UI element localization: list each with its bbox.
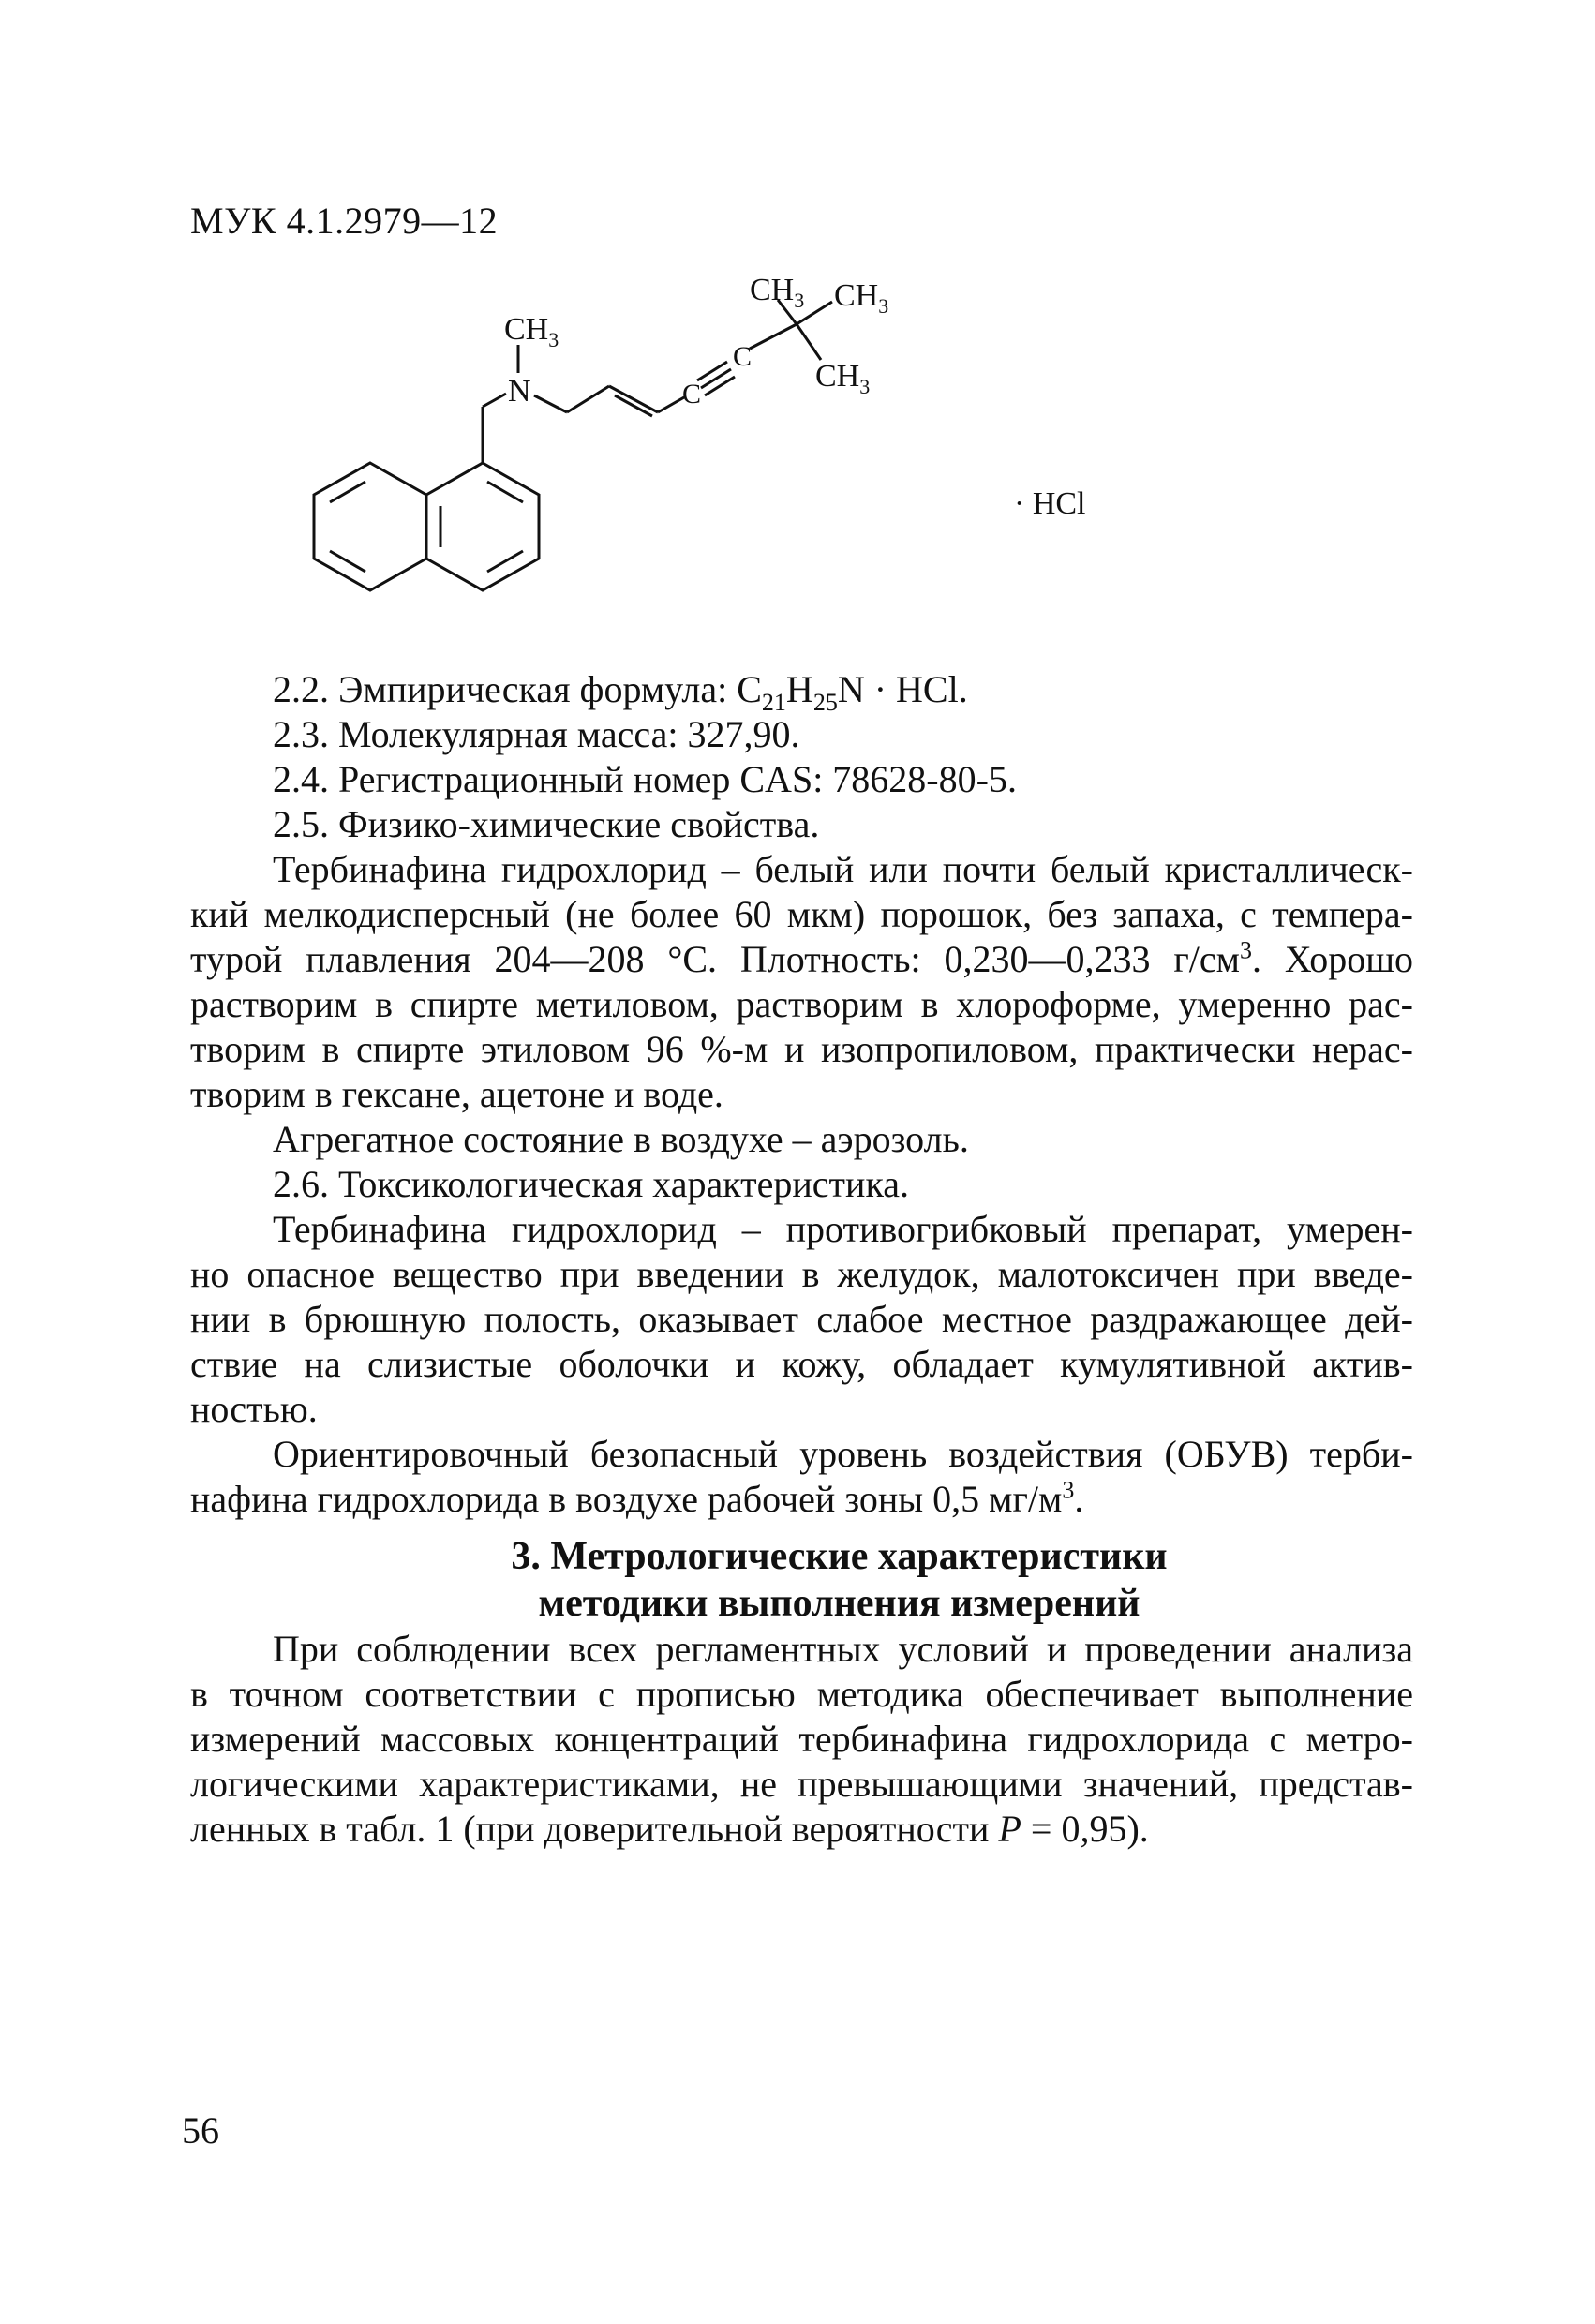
item-2-3-molar-mass: 2.3. Молекулярная масса: 327,90. (273, 713, 800, 755)
paragraph-line: измерений массовых концентраций тербинафина гидрохлорида с метро- (190, 1718, 1413, 1760)
chain-bond-2 (658, 397, 684, 412)
paragraph-metrology (190, 1627, 1413, 1852)
paragraph-line: в точном соответствии с прописью методика обеспечивает выполнение (190, 1673, 1413, 1715)
double-bond-l1 (330, 482, 365, 502)
ring-left (314, 463, 426, 590)
paragraph-line: ностью. (190, 1388, 318, 1430)
triple-bond-a (701, 369, 731, 388)
methyl-bond-c (797, 324, 821, 360)
naphthalene-rings (314, 300, 832, 590)
paragraph-line: При соблюдении всех регламентных условий и проведении анализа (273, 1628, 1413, 1670)
paragraph-toxicology (190, 1207, 1413, 1432)
n-methyl-label: $CH_3$ (504, 312, 559, 351)
carbon-label-2: C (733, 341, 753, 372)
n-chain-bond (534, 395, 567, 412)
paragraph-line: творим в гексане, ацетоне и воде. (190, 1073, 723, 1115)
paragraph-line: но опасное вещество при введении в желудок, малотоксичен при введе- (190, 1253, 1413, 1295)
paragraph-obuv (190, 1432, 1413, 1522)
paragraph-line: нафина гидрохлорида в воздухе рабочей зоны 0,5 $мг/м^3$. (190, 1476, 1084, 1520)
main-text (190, 667, 1413, 1852)
structure-svg (309, 272, 1153, 675)
triple-bond-c (705, 377, 735, 395)
page-number: 56 (182, 2109, 219, 2152)
double-bond-r1 (487, 482, 523, 502)
document-code-header: МУК 4.1.2979—12 (190, 200, 499, 242)
paragraph-line: ленных в табл. 1 (при доверительной вероятности P = 0,95). (190, 1808, 1149, 1850)
paragraph-line: творим в спирте этиловом 96 %-м и изопропиловом, практически нерас- (190, 1028, 1413, 1070)
ring-right (426, 463, 539, 590)
paragraph-aggregate-state: Агрегатное состояние в воздухе – аэрозоль. (273, 1118, 969, 1160)
paragraph-line: нии в брюшную полость, оказывает слабое местное раздражающее дей- (190, 1298, 1413, 1340)
paragraph-line: растворим в спирте метиловом, растворим в хлороформе, умеренно рас- (190, 983, 1413, 1025)
carbon-label-1: C (682, 379, 702, 410)
chain-double-1 (609, 386, 658, 412)
section-3-heading-line-1: 3. Метрологические характеристики (511, 1535, 1168, 1578)
methyl-label-b: $CH_3$ (834, 278, 889, 318)
nitrogen-label: N (508, 374, 531, 409)
paragraph-line: кий мелкодисперсный (не более 60 мкм) порошок, без запаха, с темпера- (190, 893, 1413, 935)
methyl-label-a: $CH_3$ (750, 273, 805, 312)
paragraph-line: Ориентировочный безопасный уровень воздействия (ОБУВ) терби- (273, 1433, 1413, 1475)
item-2-2-formula: 2.2. Эмпирическая формула: $C_{21}H_{25}N$ · HCl. (273, 668, 968, 716)
item-2-6-toxicology: 2.6. Токсикологическая характеристика. (273, 1163, 910, 1205)
item-2-4-cas: 2.4. Регистрационный номер CAS: 78628-80-5. (273, 758, 1017, 800)
section-3-heading-line-2: методики выполнения измерений (538, 1582, 1140, 1625)
quat-bond (750, 324, 797, 349)
paragraph-properties (190, 847, 1413, 1117)
section-3-heading (190, 1533, 1413, 1627)
paragraph-line: логическими характеристиками, не превышающими значений, представ- (190, 1763, 1413, 1805)
paragraph-line: турой плавления 204—208 °С. Плотность: 0,230—0,233 $г/см^3$. Хорошо (190, 936, 1413, 980)
item-2-5-properties: 2.5. Физико-химические свойства. (273, 803, 820, 845)
terbinafine-structural-formula (309, 272, 1153, 675)
methyl-label-c: $CH_3$ (815, 359, 871, 398)
double-bond-l2 (330, 551, 365, 572)
chain-bond-1 (567, 386, 609, 412)
paragraph-line: Тербинафина гидрохлорид – белый или почти белый кристаллическ- (273, 848, 1413, 890)
double-bond-r2 (487, 551, 523, 572)
paragraph-line: Тербинафина гидрохлорид – противогрибковый препарат, умерен- (273, 1208, 1413, 1250)
ch2-bond-2 (483, 394, 506, 407)
hcl-label: · HCl (1014, 486, 1086, 521)
triple-bond-b (697, 362, 727, 380)
paragraph-line: ствие на слизистые оболочки и кожу, обладает кумулятивной актив- (190, 1343, 1413, 1385)
